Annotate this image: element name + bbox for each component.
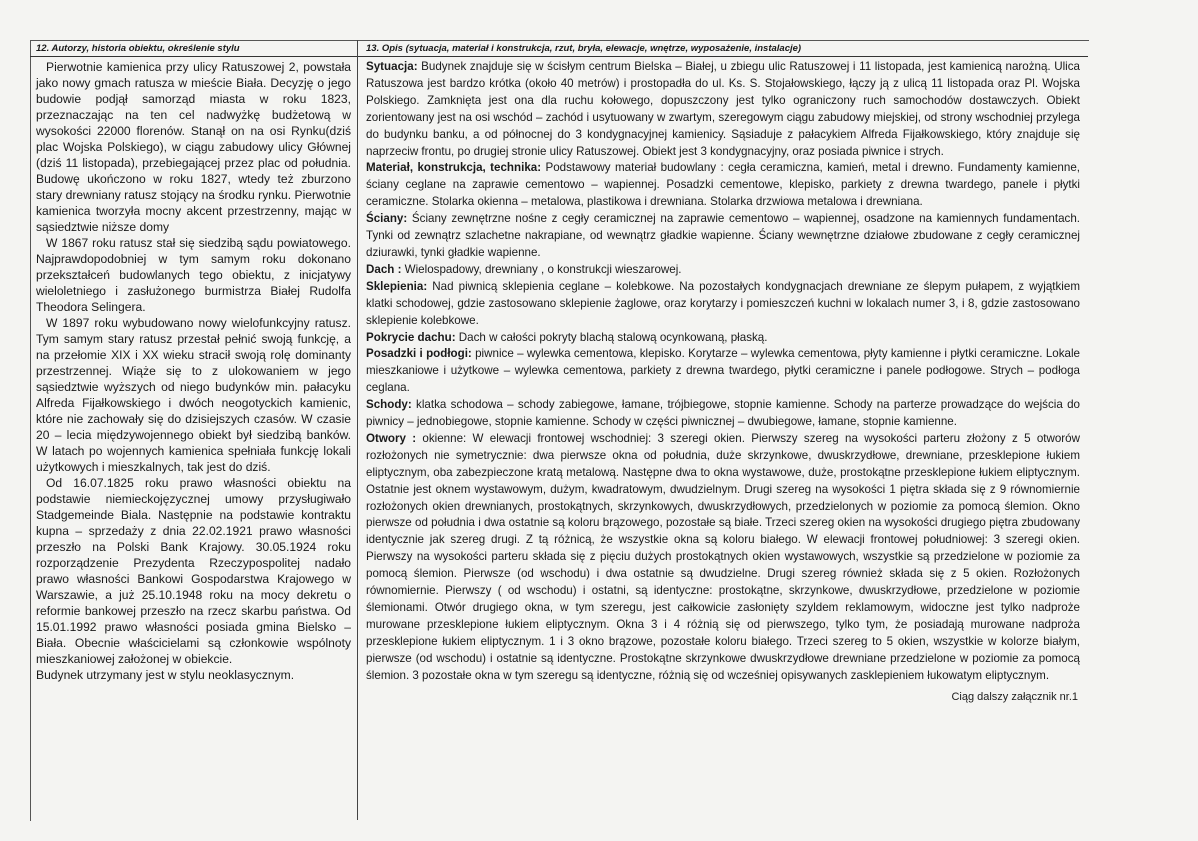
section-label: Schody: — [366, 398, 412, 412]
section-label: Sytuacja: — [366, 60, 418, 73]
description-paragraph — [366, 346, 1080, 397]
history-paragraph: W 1897 roku wybudowano nowy wielofunkcyjny ratusz. Tym samym stary ratusz przestał pełnić swoją funkcję, a na przełomie XIX i XX wieku stracił swoją rolę dominanty przestrzennej. Wiąże się to z ulokowaniem w jego sąsiedztwie wyższych od niego budynków min. pałacyku Alfreda Fijałkowskiego i dwóch neogotyckich kamienic, które nie zachowały się do dzisiejszych czasów. W czasie 20 – lecia międzywojennego obiekt był siedzibą banków. W latach po wojennych kamienica spełniała funkcję lokali użytkowych i mieszkalnych, tak jest do dziś. — [36, 316, 351, 474]
section-label: Ściany: — [366, 212, 408, 226]
description-heading: 13. Opis (sytuacja, materiał i konstrukcja, rzut, bryła, elewacje, wnętrze, wyposażenie, instalacje) — [358, 42, 1088, 57]
section-label: Posadzki i podłogi: — [366, 347, 472, 361]
description-paragraph — [366, 262, 1080, 279]
history-text — [36, 59, 351, 683]
section-text: Nad piwnicą sklepienia ceglane – kolebkowe. Na pozostałych kondygnacjach drewniane ze ślepym pułapem, z wyjątkiem klatki schodowej, gdzie zastosowano sklepienie żaglowe, oraz korytarzy i pomieszczeń kuchni w lokalach numer 3, i 8, gdzie zastosowano sklepienie kolebkowe. — [366, 279, 1080, 327]
description-paragraph — [366, 211, 1080, 262]
history-paragraph: Od 16.07.1825 roku prawo własności obiektu na podstawie niemieckojęzycznej umowy przysługiwało Stadgemeinde Biala. Następnie na podstawie kontraktu kupna – sprzedaży z dnia 22.02.1921 prawo własności przeszło na Polski Bank Krajowy. 30.05.1924 roku rozporządzenie Prezydenta Rzeczypospolitej nadało prawo własności Bankowi Gospodarstwa Krajowego w Warszawie, a już 25.10.1948 roku na mocy dekretu o reformie bankowej przeszło na rzecz skarbu państwa. Od 15.01.1992 prawo własności posiada gmina Bielsko – Biała. Obecnie właścicielami są członkowie wspólnoty mieszkaniowej założonej w obiekcie. — [36, 476, 351, 666]
description-paragraph — [366, 59, 1080, 160]
section-label: Dach : — [366, 262, 402, 276]
description-text — [366, 59, 1080, 685]
section-text: Ściany zewnętrzne nośne z cegły ceramicznej na zaprawie cementowo – wapiennej, osadzone na kamiennych fundamentach. Tynki od zewnątrz szlachetne nakrapiane, od wewnątrz gładkie wapienne. Ściany wewnętrzne działowe zbudowane z cegły ceramicznej dziurawki, tynki gładkie wapienne. — [366, 212, 1080, 259]
section-text: Budynek znajduje się w ścisłym centrum Bielska – Białej, u zbiegu ulic Ratuszowej i 11 listopada, jest kamienicą narożną. Ulica Ratuszowa jest bardzo krótka (około 40 metrów) i prostopadła do ul. Ks. S. Stojałowskiego, łączy ją z ulicą 11 listopada oraz Pl. Wojska Polskiego. Zamknięta jest ona dla ruchu kołowego, dopuszczony jest tylko ograniczony ruch samochodów dostawczych. Obiekt zorientowany jest na osi wschód – zachód i usytuowany w zwartym, szeregowym ciągu zabudowy miejskiej, od strony wschodniej przylega do budynku banku, a od północnej do 3 kondygnacyjnej kamienicy. Sąsiaduje z pałacykiem Alfreda Fijałkowskiego, który znajduje się naprzeciw frontu, po drugiej stronie ulicy Ratuszowej. Obiekt jest 3 kondygnacyjny, oraz posiada piwnice i strych. — [366, 60, 1080, 158]
continuation-note: Ciąg dalszy załącznik nr.1 — [951, 690, 1078, 703]
section-label: Otwory : — [366, 431, 417, 445]
section-label: Materiał, konstrukcja, technika: — [366, 161, 542, 175]
section-text: okienne: W elewacji frontowej wschodniej: 3 szeregi okien. Pierwszy szereg na wysokości parteru złożony z 5 otworów rozłożonych nie symetrycznie: dwa pierwsze okna od południa, duże skrzynkowe, dwuskrzydłowe, drewniane, przesklepione łukiem eliptycznym, oba zabezpieczone kratą metalową. Następne dwa to okna wystawowe, duże, prostokątne przesklepione łukiem eliptycznym. Ostatnie jest oknem wystawowym, dużym, kwadratowym, dwudzielnym. Drugi szereg na wysokości 1 piętra składa się z 9 równomiernie rozłożonych okien drewnianych, prostokątnych, skrzynkowych, dwuskrzydłowych, przedzielonych w poziomie za pomocą ślemion. Okno pierwsze od południa i dwa ostatnie są koloru brązowego, pozostałe są białe. Trzeci szereg okien na wysokości drugiego piętra zbudowany identycznie jak szereg drugi. Z tą różnicą, że wszystkie okna są koloru białego. W elewacji frontowej południowej: 3 szeregi okien. Pierwszy na wysokości parteru składa się z pięciu dużych prostokątnych okien wystawowych, wszystkie są przedzielone w poziomie za pomocą ślemion. Pierwsze (od wschodu) i dwa ostatnie są dwudzielne. Drugi szereg również składa się z 5 okien. Rozłożonych równomiernie. Pierwszy ( od wschodu) i ostatni, są identyczne: prostokątne, skrzynkowe, dwuskrzydłowe, przedzielone w poziomie ślemionami. Otwór drugiego okna, w tym szeregu, jest całkowicie zasłonięty szyldem reklamowym, widoczne jest tylko nadproże murowane przesklepione łukiem eliptycznym. Okna 3 i 4 różnią się od pierwszego, tylko tym, że posiadają murowane nadproża przesklepione łukiem eliptycznym. 1 i 3 okno brązowe, pozostałe koloru białego. Trzeci szereg to 5 okien, wszystkie w kolorze białym, pierwsze (od wschodu) i ostatnie są identyczne. Prostokątne skrzynkowe dwuskrzydłowe drewniane przedzielone w poziomie za pomocą ślemion. 3 pozostałe okna w tym szeregu są identyczne, różnią się od wcześniej opisywanych zasklepieniem łukowatym eliptycznym. — [366, 431, 1080, 682]
section-label: Pokrycie dachu: — [366, 330, 456, 344]
section-text: Dach w całości pokryty blachą stalową ocynkowaną, płaską. — [455, 330, 768, 344]
section-text: klatka schodowa – schody zabiegowe, łamane, trójbiegowe, stopnie kamienne. Schody na parterze prowadzące do wejścia do piwnicy – jednobiegowe, stopnie kamienne. Schody w części piwnicznej – dwubiegowe, łamane, stopnie kamienne. — [366, 398, 1080, 429]
history-paragraph: Budynek utrzymany jest w stylu neoklasycznym. — [36, 668, 295, 682]
history-heading: 12. Autorzy, historia obiektu, określenie stylu — [30, 42, 357, 57]
section-label: Sklepienia: — [366, 279, 428, 293]
description-column — [358, 40, 1088, 820]
history-paragraph: W 1867 roku ratusz stał się siedzibą sądu powiatowego. Najprawdopodobniej w tym samym roku dokonano przekształceń budowlanych tego obiektu, z inicjatywy wieloletniego i zasłużonego burmistrza Białej Rudolfa Theodora Selingera. — [36, 236, 351, 314]
description-paragraph — [366, 160, 1080, 211]
section-text: Wielospadowy, drewniany , o konstrukcji wieszarowej. — [401, 262, 682, 276]
section-text: piwnice – wylewka cementowa, klepisko. Korytarze – wylewka cementowa, płyty kamienne i płytki ceramiczne. Lokale mieszkaniowe i użytkowe – wylewka cementowa, parkiety z drewna twardego, płytki ceramiczne i panele podłogowe. Strych – podłoga ceglana. — [366, 347, 1080, 395]
section-text: Podstawowy materiał budowlany : cegła ceramiczna, kamień, metal i drewno. Fundamenty kamienne, ściany ceglane na zaprawie cementowo – wapiennej. Posadzki cementowe, klepisko, parkiety z drewna twardego, panele i płytki ceramiczne. Stolarka okienna – metalowa, plastikowa i drewniana. Stolarka drzwiowa metalowa i drewniana. — [366, 161, 1080, 209]
description-paragraph — [366, 431, 1080, 685]
history-paragraph: Pierwotnie kamienica przy ulicy Ratuszowej 2, powstała jako nowy gmach ratusza w mieście Biała. Decyzję o jego budowie podjął samorząd miasta w roku 1823, przeznaczając na ten cel nadwyżkę budżetową w wysokości 22000 florenów. Stanął on na osi Rynku(dziś plac Wojska Polskiego), w ciągu zabudowy ulicy Głównej (dziś 11 listopada), przebiegającej przez plac od południa. Budowę ukończono w roku 1827, wtedy też zburzono stary drewniany ratusz stojący na środku rynku. Pierwotnie kamienica tworzyła mocny akcent przestrzenny, mając w sąsiedztwie niższe domy — [36, 60, 351, 234]
description-paragraph — [366, 330, 1080, 347]
description-paragraph — [366, 279, 1080, 330]
description-paragraph — [366, 397, 1080, 431]
history-column — [30, 40, 358, 820]
